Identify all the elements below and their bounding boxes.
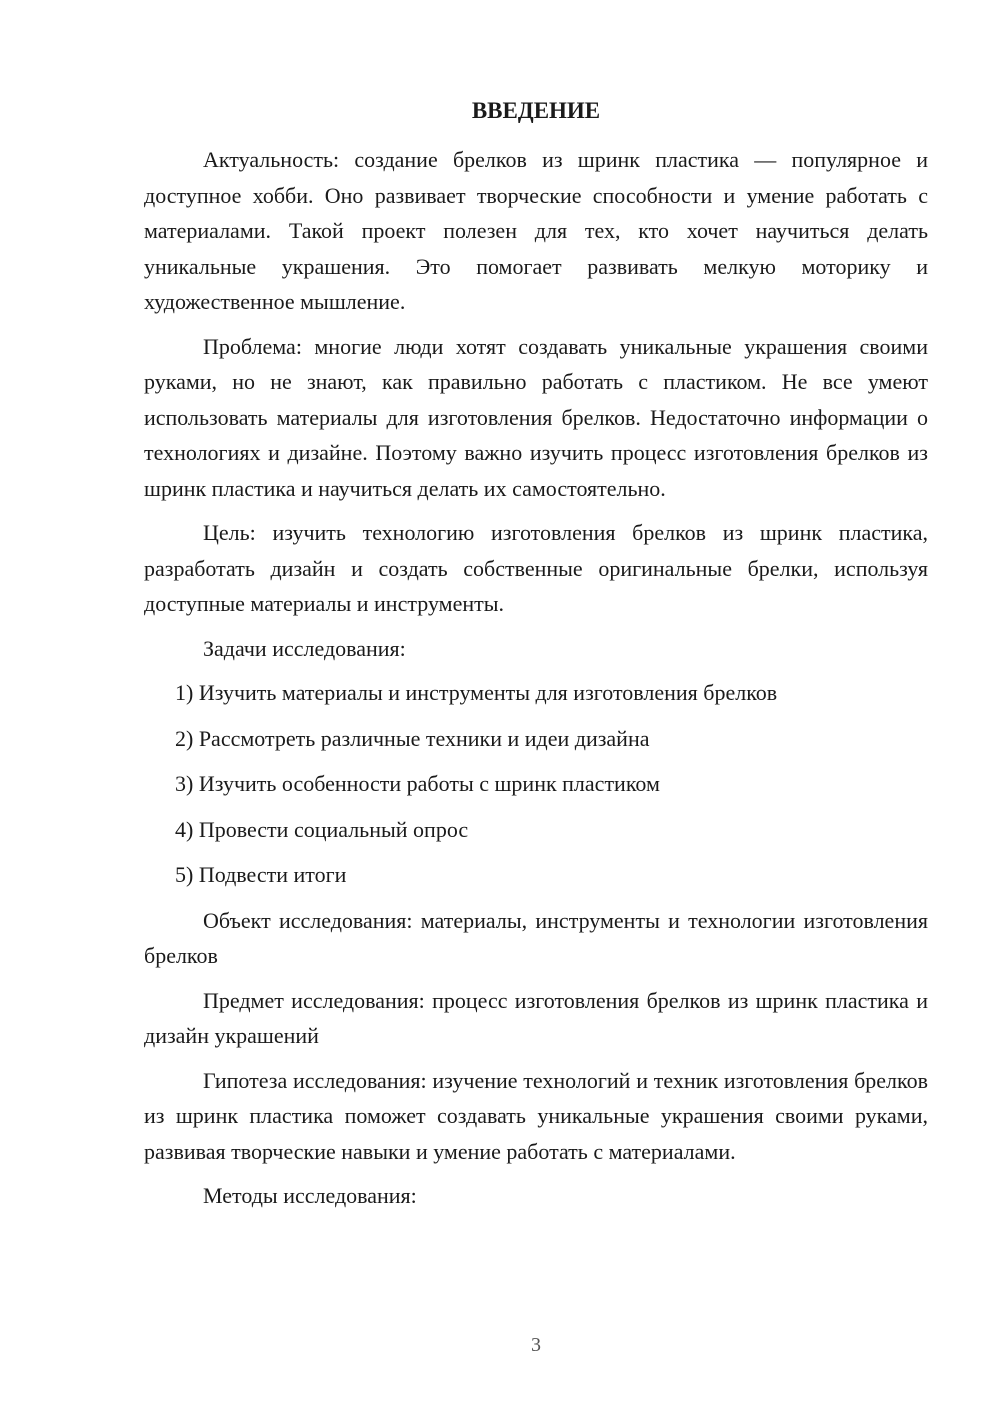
subject-paragraph: Предмет исследования: процесс изготовления брелков из шринк пластика и дизайн украшений <box>144 987 928 1048</box>
tasks-heading: Задачи исследования: <box>203 635 406 661</box>
page-title: ВВЕДЕНИЕ <box>471 98 601 123</box>
problem-paragraph: Проблема: многие люди хотят создавать уникальные украшения своими руками, но не знают, как правильно работать с пластиком. Не все умеют использовать материалы для изготовления брелков. Недостаточно информации о технологиях и дизайне. Поэтому важно изучить процесс изготовления брелков из шринк пластика и научиться делать их самостоятельно. <box>144 333 928 501</box>
document-body <box>144 142 928 1223</box>
list-item: 1) Изучить материалы и инструменты для изготовления брелков <box>175 680 778 705</box>
relevance-paragraph: Актуальность: создание брелков из шринк пластика — популярное и доступное хобби. Оно развивает творческие способности и умение работать с материалами. Такой проект полезен для тех, кто хочет научиться делать уникальные украшения. Это помогает развивать мелкую моторику и художественное мышление. <box>144 147 928 314</box>
list-item: 2) Рассмотреть различные техники и идеи дизайна <box>175 725 650 751</box>
list-item: 5) Подвести итоги <box>175 862 347 887</box>
object-paragraph: Объект исследования: материалы, инструменты и технологии изготовления брелков <box>144 907 928 968</box>
list-item: 3) Изучить особенности работы с шринк пластиком <box>175 771 660 796</box>
page-number: 3 <box>531 1334 541 1356</box>
list-item: 4) Провести социальный опрос <box>175 816 469 842</box>
methods-heading: Методы исследования: <box>203 1183 417 1208</box>
tasks-list <box>144 675 928 893</box>
goal-paragraph: Цель: изучить технологию изготовления брелков из шринк пластика, разработать дизайн и создать собственные оригинальные брелки, используя доступные материалы и инструменты. <box>144 520 928 616</box>
hypothesis-paragraph: Гипотеза исследования: изучение технологий и техник изготовления брелков из шринк пластика поможет создавать уникальные украшения своими руками, развивая творческие навыки и умение работать с материалами. <box>144 1067 928 1164</box>
